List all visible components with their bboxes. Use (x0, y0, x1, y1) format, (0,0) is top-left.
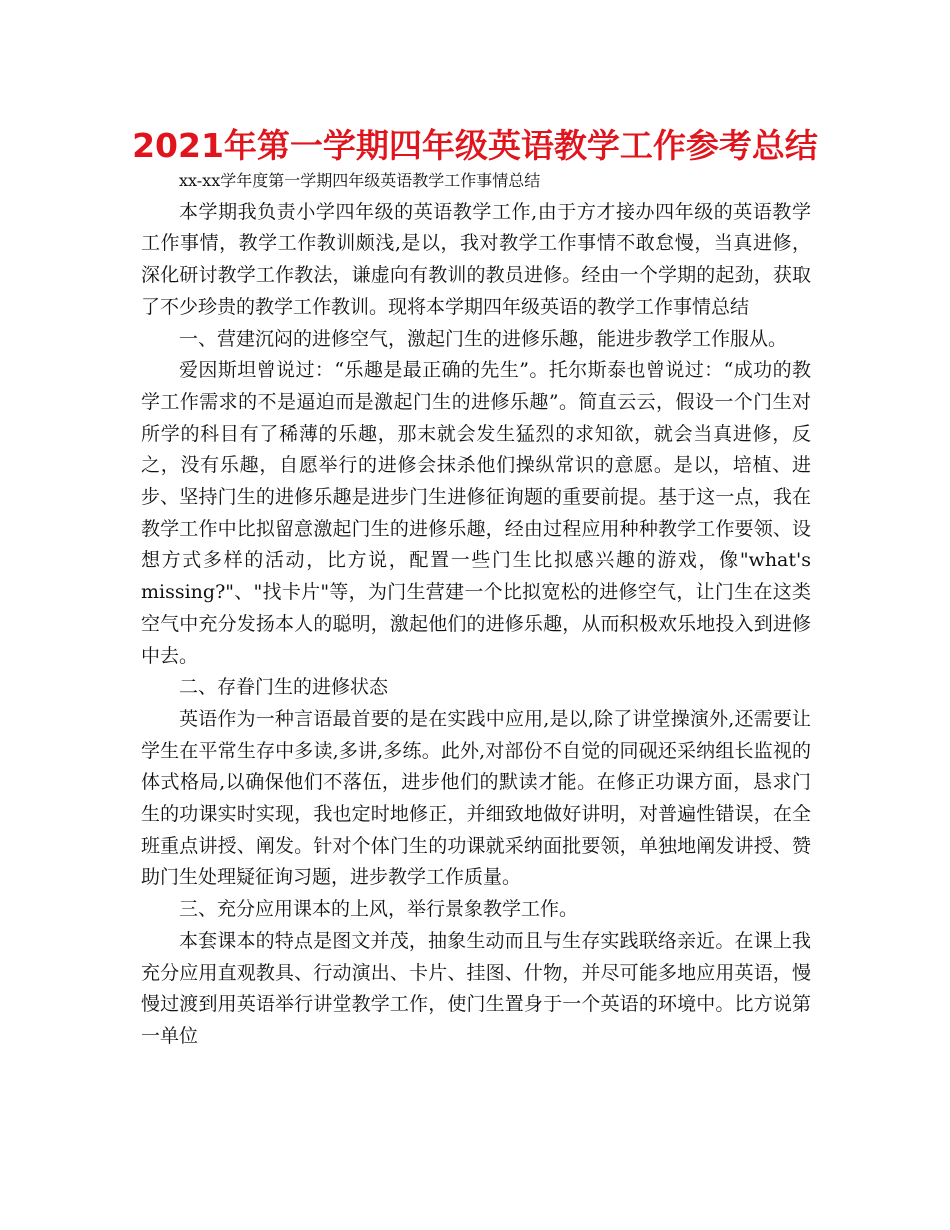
section-heading-2: 二、存眷门生的进修状态 (179, 676, 389, 699)
paragraph-section-1: 爱因斯坦曾说过：“乐趣是最正确的先生”。托尔斯泰也曾说过：“成功的教学工作需求的不是逼迫而是激起门生的进修乐趣”。简直云云，假设一个门生对所学的科目有了稀薄的乐趣，那末就会发生猛烈的求知欲，就会当真进修，反之，没有乐趣，自愿举行的进修会抹杀他们操纵常识的意愿。是以，培植、进步、坚持门生的进修乐趣是进步门生进修征询题的重要前提。基于这一点，我在教学工作中比拟留意激起门生的进修乐趣，经由过程应用种种教学工作要领、设想方式多样的活动，比方说，配置一些门生比拟感兴趣的游戏，像"what's missing?"、"找卡片"等，为门生营建一个比拟宽松的进修空气，让门生在这类空气中充分发扬本人的聪明，激起他们的进修乐趣，从而积极欢乐地投入到进修中去。 (141, 359, 811, 667)
paragraph-intro: 本学期我负责小学四年级的英语教学工作,由于方才接办四年级的英语教学工作事情，教学工作教训颇浅,是以，我对教学工作事情不敢怠慢，当真进修，深化研讨教学工作教法，谦虚向有教训的教员进修。经由一个学期的起劲，获取了不少珍贵的教学工作教训。现将本学期四年级英语的教学工作事情总结 (141, 200, 811, 318)
document-body (141, 165, 811, 1053)
section-heading-1: 一、营建沉闷的进修空气，激起门生的进修乐趣，能进步教学工作服从。 (179, 327, 788, 350)
paragraph-section-3: 本套课本的特点是图文并茂，抽象生动而且与生存实践联络亲近。在课上我充分应用直观教具、行动演出、卡片、挂图、什物，并尽可能多地应用英语，慢慢过渡到用英语举行讲堂教学工作，使门生置身于一个英语的环境中。比方说第一单位 (141, 929, 811, 1047)
paragraph-section-2: 英语作为一种言语最首要的是在实践中应用,是以,除了讲堂操演外,还需要让学生在平常生存中多读,多讲,多练。此外,对部份不自觉的同砚还采纳组长监视的体式格局,以确保他们不落伍，进步他们的默读才能。在修正功课方面，恳求门生的功课实时实现，我也定时地修正，并细致地做好讲明，对普遍性错误，在全班重点讲授、阐发。针对个体门生的功课就采纳面批要领，单独地阐发讲授、赞助门生处理疑征询习题，进步教学工作质量。 (141, 707, 811, 889)
document-subtitle: xx-xx学年度第一学期四年级英语教学工作事情总结 (179, 171, 541, 190)
section-heading-3: 三、充分应用课本的上风，举行景象教学工作。 (179, 898, 579, 921)
document-title: 2021年第一学期四年级英语教学工作参考总结 (132, 126, 818, 165)
